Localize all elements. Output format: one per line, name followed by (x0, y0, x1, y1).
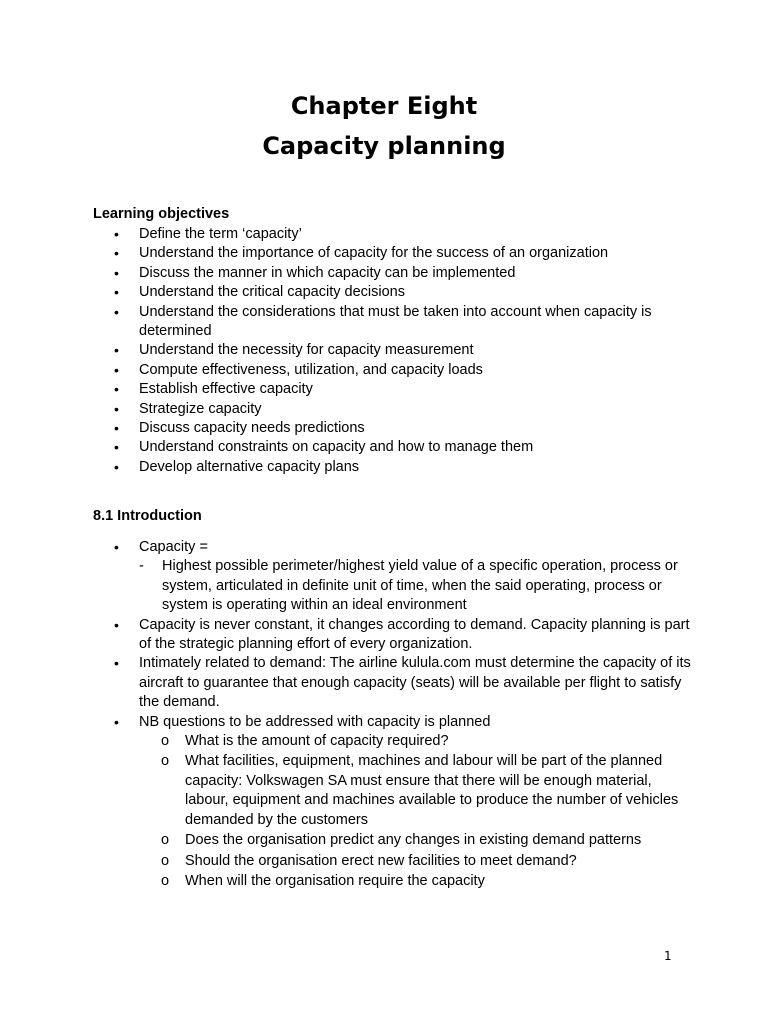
bullet-icon: • (114, 713, 119, 730)
sublist-item (139, 732, 693, 751)
list-item (93, 264, 693, 283)
list-item-text: Understand the necessity for capacity measurement (139, 342, 474, 359)
list-item-text: Understand the importance of capacity for the success of an organization (139, 245, 609, 262)
list-item-text: Understand the critical capacity decisions (139, 284, 405, 301)
list-item (93, 419, 693, 438)
circle-bullet-icon: o (161, 872, 170, 889)
list-item (93, 458, 693, 477)
bullet-icon: • (114, 264, 119, 281)
list-item-text: Establish effective capacity (139, 381, 313, 398)
learning-objectives-heading: Learning objectives (93, 206, 230, 222)
dash-icon: - (139, 558, 144, 575)
bullet-icon: • (114, 655, 119, 672)
bullet-icon: • (114, 439, 119, 456)
list-item (93, 303, 693, 342)
list-item-text: Discuss capacity needs predictions (139, 420, 365, 437)
sublist-item-text: Highest possible perimeter/highest yield value of a specific operation, process or system, articulated in definite unit of time, when the said operating, process or system is operating within an ideal environment (162, 558, 678, 614)
list-item-text: Define the term ‘capacity’ (139, 226, 302, 242)
list-item-text: Discuss the manner in which capacity can be implemented (139, 264, 516, 281)
chapter-title: Chapter Eight (290, 92, 478, 120)
introduction-heading: 8.1 Introduction (93, 508, 202, 524)
list-item-text: Capacity = (139, 539, 208, 555)
list-item (93, 341, 693, 360)
definition-sublist (139, 557, 693, 615)
bullet-icon: • (114, 361, 119, 378)
bullet-icon: • (114, 245, 119, 262)
list-item-text: NB questions to be addressed with capacity is planned (139, 713, 491, 730)
list-item (93, 283, 693, 302)
bullet-icon: • (114, 539, 119, 555)
circle-bullet-icon: o (161, 733, 170, 750)
sublist-item-text: When will the organisation require the capacity (185, 872, 485, 889)
bullet-icon: • (114, 616, 119, 633)
list-item (93, 225, 693, 244)
list-item (93, 713, 693, 892)
bullet-icon: • (114, 226, 119, 242)
bullet-icon: • (114, 400, 119, 417)
sublist-item-text: What facilities, equipment, machines and labour will be part of the planned capacity: Volkswagen SA must ensure that there will be enough material, labour, equipment and machines available to produce the number of vehicles demanded by the customers (185, 753, 679, 828)
list-item (93, 654, 693, 712)
list-item (93, 616, 693, 655)
circle-bullet-icon: o (161, 753, 170, 770)
list-item-text: Strategize capacity (139, 400, 262, 417)
bullet-icon: • (114, 458, 119, 475)
questions-sublist (139, 732, 693, 891)
learning-objectives-list (93, 225, 693, 477)
chapter-subtitle: Capacity planning (262, 132, 506, 160)
list-item-text: Develop alternative capacity plans (139, 458, 360, 475)
list-item-text: Capacity is never constant, it changes according to demand. Capacity planning is part of the strategic planning effort of every organization. (139, 616, 690, 653)
bullet-icon: • (114, 284, 119, 301)
bullet-icon: • (114, 420, 119, 437)
list-item-text: Understand the considerations that must be taken into account when capacity is determined (139, 303, 652, 340)
list-item-text: Compute effectiveness, utilization, and capacity loads (139, 361, 483, 378)
sublist-item (139, 557, 693, 615)
list-item (93, 361, 693, 380)
bullet-icon: • (114, 381, 119, 398)
list-item (93, 400, 693, 419)
list-item-text: Understand constraints on capacity and how to manage them (139, 439, 534, 456)
circle-bullet-icon: o (161, 832, 170, 849)
list-item (93, 538, 693, 616)
sublist-item (139, 852, 693, 871)
bullet-icon: • (114, 342, 119, 359)
page-number: 1 (664, 949, 672, 963)
introduction-list (93, 538, 693, 891)
list-item (93, 244, 693, 263)
sublist-item (139, 831, 693, 850)
sublist-item-text: What is the amount of capacity required? (185, 733, 449, 750)
bullet-icon: • (114, 303, 119, 320)
sublist-item (139, 752, 693, 830)
list-item (93, 438, 693, 457)
list-item-text: Intimately related to demand: The airline kulula.com must determine the capacity of its aircraft to guarantee that enough capacity (seats) will be available per flight to satisfy the demand. (139, 655, 691, 711)
sublist-item-text: Should the organisation erect new facilities to meet demand? (185, 852, 577, 869)
list-item (93, 380, 693, 399)
sublist-item-text: Does the organisation predict any changes in existing demand patterns (185, 832, 642, 849)
sublist-item (139, 872, 693, 891)
circle-bullet-icon: o (161, 852, 170, 869)
